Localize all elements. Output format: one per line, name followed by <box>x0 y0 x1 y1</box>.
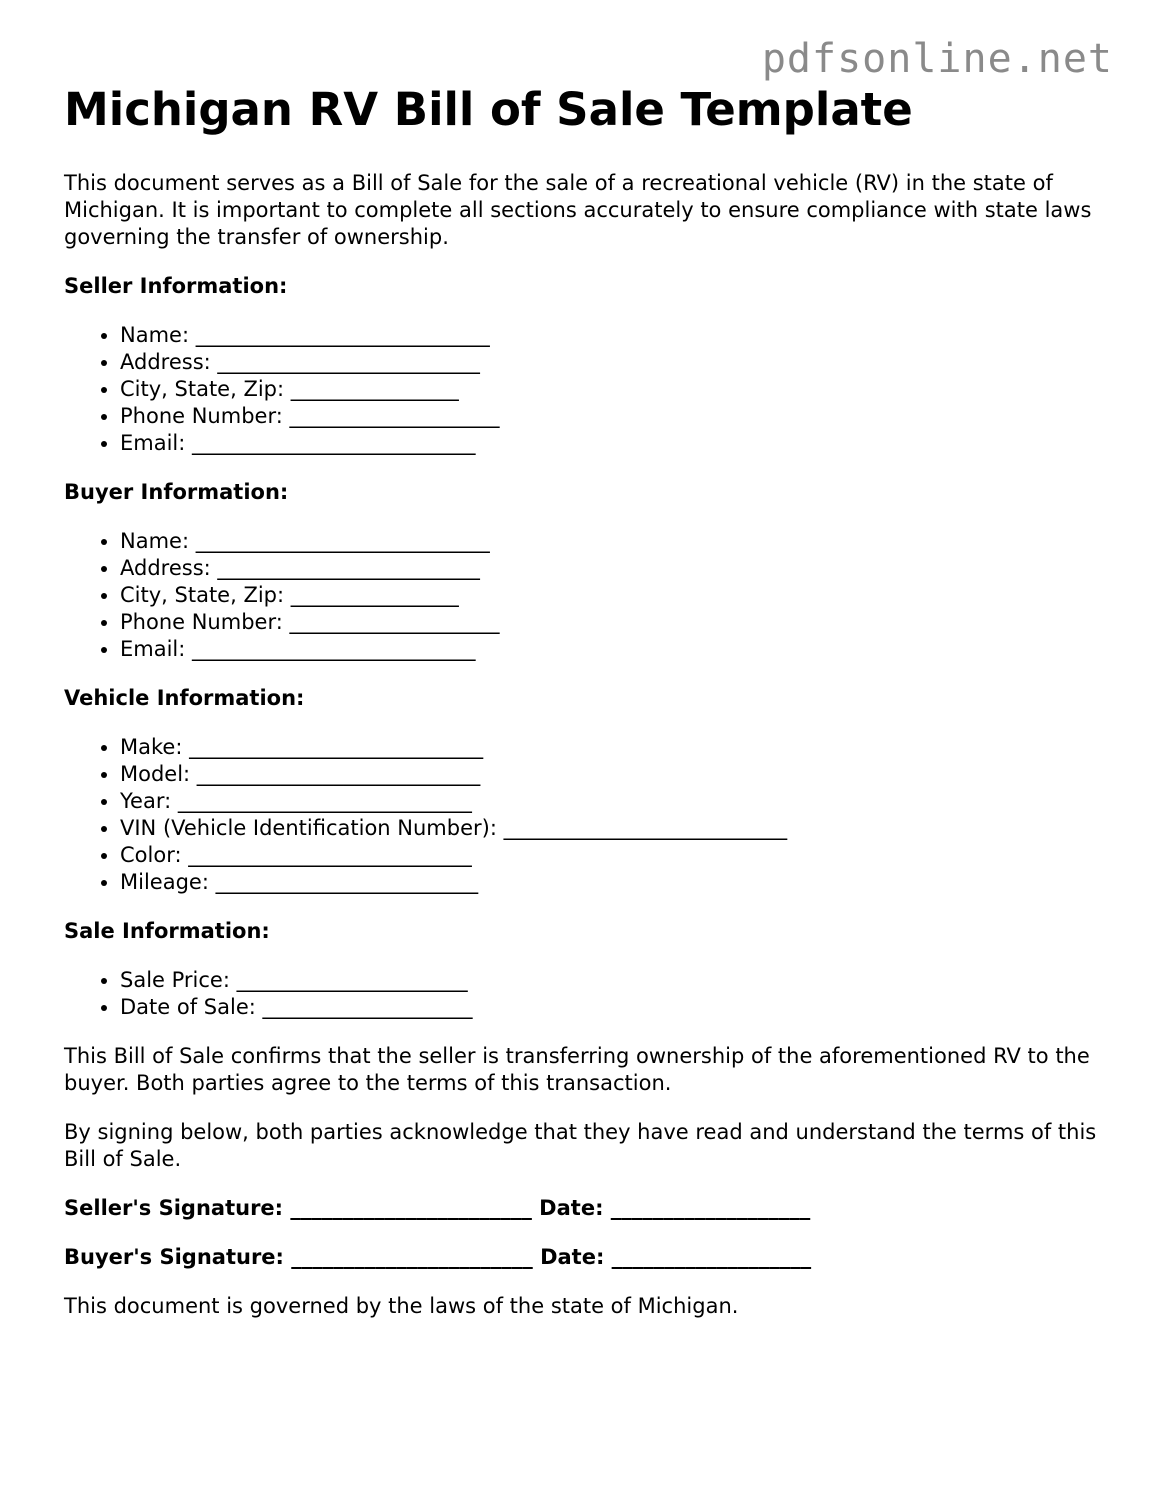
buyer-name-field: • Name: ____________________________ <box>120 528 1104 555</box>
vehicle-section-heading: Vehicle Information: <box>64 686 305 710</box>
seller-email-field: • Email: ___________________________ <box>120 430 1104 457</box>
vehicle-vin-field: • VIN (Vehicle Identification Number): ___________________________ <box>120 815 1104 842</box>
governing-law-paragraph: This document is governed by the laws of the state of Michigan. <box>64 1294 739 1318</box>
confirm-paragraph: This Bill of Sale confirms that the seller is transferring ownership of the aforementioned RV to the buyer. Both parties agree to the terms of this transaction. <box>64 1044 1090 1095</box>
acknowledge-paragraph: By signing below, both parties acknowledge that they have read and understand the terms of this Bill of Sale. <box>64 1120 1097 1171</box>
sale-price-field: • Sale Price: ______________________ <box>120 967 1104 994</box>
seller-phone-field: • Phone Number: ____________________ <box>120 403 1104 430</box>
sale-info-list <box>64 967 1104 1021</box>
seller-address-field: • Address: _________________________ <box>120 349 1104 376</box>
buyer-city-state-zip-field: • City, State, Zip: ________________ <box>120 582 1104 609</box>
buyer-signature-line: Buyer's Signature: _______________________ Date: ___________________ <box>64 1245 812 1269</box>
seller-info-list <box>64 322 1104 457</box>
seller-signature-line: Seller's Signature: _______________________ Date: ___________________ <box>64 1196 811 1220</box>
vehicle-color-field: • Color: ___________________________ <box>120 842 1104 869</box>
buyer-address-field: • Address: _________________________ <box>120 555 1104 582</box>
intro-paragraph: This document serves as a Bill of Sale for the sale of a recreational vehicle (RV) in the state of Michigan. It is important to complete all sections accurately to ensure compliance with state laws governing the transfer of ownership. <box>64 171 1092 249</box>
vehicle-make-field: • Make: ____________________________ <box>120 734 1104 761</box>
buyer-phone-field: • Phone Number: ____________________ <box>120 609 1104 636</box>
sale-date-field: • Date of Sale: ____________________ <box>120 994 1104 1021</box>
sale-section-heading: Sale Information: <box>64 919 270 943</box>
vehicle-mileage-field: • Mileage: _________________________ <box>120 869 1104 896</box>
buyer-section-heading: Buyer Information: <box>64 480 289 504</box>
buyer-info-list <box>64 528 1104 663</box>
vehicle-year-field: • Year: ____________________________ <box>120 788 1104 815</box>
page-title: Michigan RV Bill of Sale Template <box>64 83 913 136</box>
vehicle-model-field: • Model: ___________________________ <box>120 761 1104 788</box>
buyer-email-field: • Email: ___________________________ <box>120 636 1104 663</box>
seller-city-state-zip-field: • City, State, Zip: ________________ <box>120 376 1104 403</box>
watermark-logo: pdfsonline.net <box>761 36 1113 82</box>
vehicle-info-list <box>64 734 1104 896</box>
seller-section-heading: Seller Information: <box>64 274 288 298</box>
seller-name-field: • Name: ____________________________ <box>120 322 1104 349</box>
document-page <box>64 80 1104 1342</box>
